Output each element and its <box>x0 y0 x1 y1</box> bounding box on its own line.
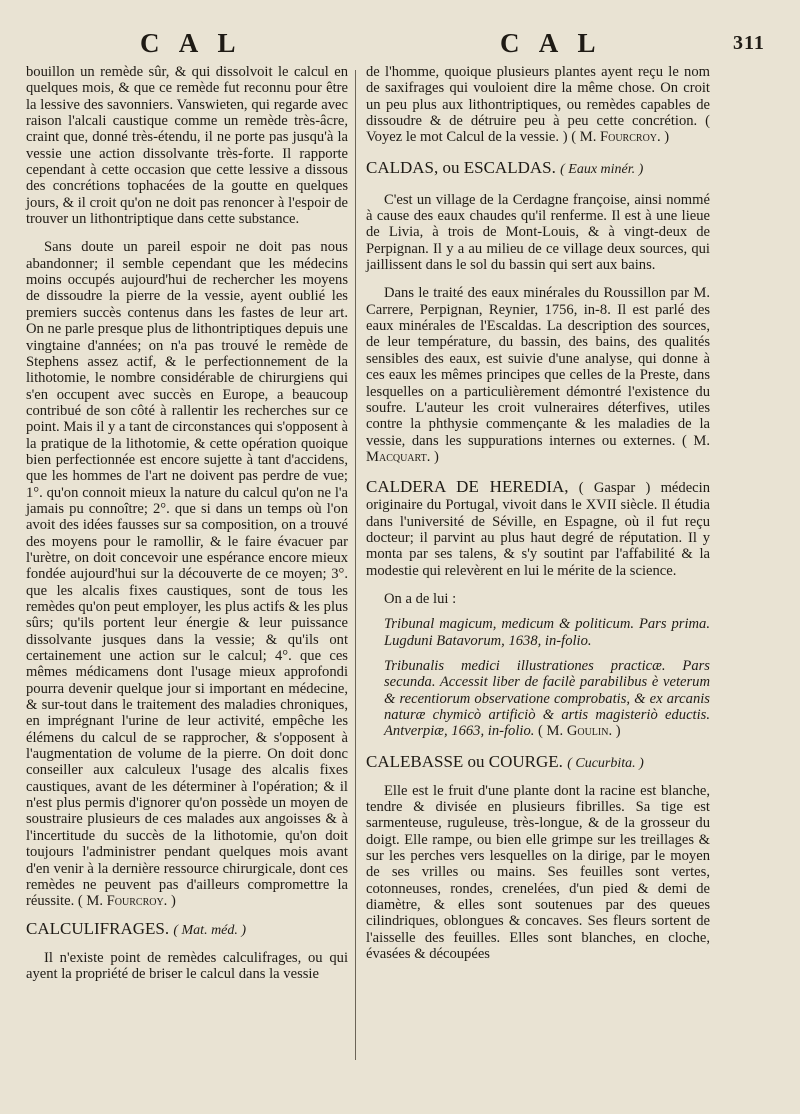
running-head-right: C A L <box>500 28 603 58</box>
author-signature: ( M. Macquart. ) <box>366 432 710 465</box>
heading-text: CALCULIFRAGES. <box>26 918 170 938</box>
citation-tribunal-magicum: Tribunal magicum, medicum & politicum. Pars prima. Lugduni Batavorum, 1638, in-folio. <box>384 616 710 649</box>
entry-heading-calebasse <box>366 752 710 774</box>
paragraph-calculifrages: Il n'existe point de remèdes calculifrages, ou qui ayent la propriété de briser le calcul dans la vessie <box>26 949 348 982</box>
paragraph-lithotomy <box>26 239 348 909</box>
paragraph-caldas-treatise <box>366 285 710 465</box>
paragraph-caldas-treatise-text: Dans le traité des eaux minérales du Roussillon par M. Carrere, Perpignan, Reynier, 1756, in-8. Il est parlé des eaux minérales de l'Escaldas. La description des sources, de leur température, du bassin, des bains, des qualités sensibles des eaux, est suivie d'une analyse, qui donne à ces eaux les mêmes principes que celles de la Preste, dans lesquelles on a particulièrement démontré l'existence du soufre. L'auteur les croit vulneraires déterfives, utiles contre la phthysie commençante & les maladies de la vessie, dans les suppurations internes ou externes. <box>366 285 710 449</box>
heading-text: CALEBASSE ou COURGE. <box>366 751 563 771</box>
paragraph-caldas-village: C'est un village de la Cerdagne françoise, ainsi nommé à cause des eaux chaudes qu'il renferme. Il est à une lieue de Livia, à trois de Mont-Louis, & à vingt-deux de Perpignan. Il y a au milieu de ce village deux sources, qui jaillissent dans le sol du bassin qui sert aux bains. <box>366 191 710 274</box>
paragraph-alkali-lye: bouillon un remède sûr, & qui dissolvoit le calcul en quelques mois, & que ce remède fut reconnu pour être la lessive des savonniers. Vanswieten, qui regarde avec raison l'alcali caustique comme un remède très-âcre, craint que, donné très-étendu, il ne porte pas jusqu'à la vessie une action dissolvante très-forte. Il rapporte cependant à cette occasion que cette lessive a dissous des concrétions tophacées de la goutte en quelques jours, & il croit qu'on ne doit pas renoncer à l'espoir de trouver un lithontriptique dans cette substance. <box>26 64 348 228</box>
entry-caldera <box>366 477 710 579</box>
heading-tag: ( Eaux minér. ) <box>560 161 644 177</box>
citation-tribunalis-medici <box>366 658 710 740</box>
right-column <box>366 64 710 962</box>
entry-heading-calculifrages <box>26 919 348 941</box>
running-head-left: C A L <box>140 28 243 58</box>
heading-text: CALDAS, ou ESCALDAS. <box>366 157 556 177</box>
paragraph-caldera: ( Gaspar ) médecin originaire du Portugal, vivoit dans le XVII siècle. Il étudia dans l'université de Séville, en Espagne, où il fut reçu docteur; il parvint au plus haut degré de réputation. Il y monta par ses talens, & s'y soutint par l'affabilité & la modestie qui relevèrent en lui le mérite de la science. <box>366 480 710 579</box>
paragraph-calebasse: Elle est le fruit d'une plante dont la racine est blanche, tendre & divisée en plusieurs fibrilles. Sa tige est sarmenteuse, ruguleuse, très-longue, & de la grosseur du doigt. Elle rampe, ou bien elle grimpe sur les treillages & sur les perches vers lesquelles on la dirige, par le moyen de ses vrilles ou mains. Ses feuilles sont vertes, cotonneuses, rondes, crenelées, d'un pied & demi de diamètre, & elles sont soutenues par des queues cilindriques, oblongues & concaves. Ses fleurs sortent de l'aisselle des feuilles. Elles sont blanches, en cloche, évasées & découpées <box>366 782 710 963</box>
page-number: 311 <box>733 32 765 54</box>
left-column <box>26 64 348 982</box>
paragraph-lithotomy-text: Sans doute un pareil espoir ne doit pas nous abandonner; il semble cependant que les médecins moins occupés aujourd'hui de rechercher les moyens de dissoudre la pierre de la vessie, ayent oublié les premiers succès contenus dans les fastes de leur art. On ne parle presque plus de lithontriptiques depuis une vingtaine d'années; on n'a pas trouvé le remède de Stephens assez actif, & le perfectionnement de la lithotomie, le nombre considérable de chirurgiens qui s'en occupent avec succès en Europe, a beaucoup contribué de son côté à rallentir les recherches sur ce point. Mais il y a tant de circonstances qui s'opposent à la pratique de la lithotomie, & cette opération quoique bien perfectionnée est encore sujette à tant d'accidens, que les hommes de l'art ne doivent pas perdre de vue; 1°. qu'on connoit mieux la nature du calcul qu'on ne l'a jamais pu connoître; 2°. que si dans un temps où l'on avoit des idées fausses sur sa composition, on a trouvé des moyens pour le ramollir, & le faire évacuer par l'urètre, on doit concevoir une espérance encore mieux fondée aujourd'hui sur la découverte de ce moyen; 3°. que les alcalis fixes caustiques, sont de tous les remèdes qu'on peut employer, les plus actifs & les plus sûrs; qu'ils portent leur énergie & leur puissance dissolvante jusques dans la vessie; & qu'ils ont certainement une action sur le calcul; 4°. que ces mêmes médicamens dont l'usage mieux approfondi pourra devenir quelque jour si important en médecine, & sur-tout dans le traitement des maladies chroniques, en imprégnant l'urine de leur activité, empêche les élémens du calcul de se rapprocher, & s'opposent à l'augmentation de volume de la pierre. On doit donc conseiller aux calculeux l'usage des alcalis fixes caustiques, avant de les déterminer à l'opération; & il n'est plus permis d'ignorer qu'on possède un moyen de soustraire plusieurs de ces malades aux angoisses & à l'incertitude du succès de la lithotomie, qu'on doit toujours l'administrer pendant quelques mois avant d'en venir à la dernière ressource chirurgicale, dont ces remèdes ne peuvent pas d'ailleurs compromettre la réussite. <box>26 239 348 910</box>
entry-heading-caldas <box>366 158 710 180</box>
paragraph-saxifrages-text: de l'homme, quoique plusieurs plantes ayent reçu le nom de saxifrages qui vouloient dire la même chose. On croit un peu plus aux lithontriptiques, ou remèdes capables de dissoudre & de détruire peu à peu cette concrétion. ( Voyez le mot Calcul de la vessie. ) <box>366 64 710 146</box>
heading-tag: ( Mat. méd. ) <box>173 922 247 938</box>
author-signature: ( M. Fourcroy. ) <box>77 893 176 910</box>
heading-tag: ( Cucurbita. ) <box>567 755 644 771</box>
paragraph-saxifrages <box>366 64 710 146</box>
column-divider <box>355 70 356 1060</box>
author-signature: ( M. Fourcroy. ) <box>571 129 670 146</box>
citation-tribunalis-medici-text: Tribunalis medici illustrationes practicæ. Pars secunda. Accessit liber de facilè parabilibus è veterum & recentiorum observatione comprobatis, & ex arcanis naturæ chymicò artificiò & artis magisteriò eductis. Antverpiæ, 1663, in-folio. <box>384 657 710 740</box>
entry-heading-caldera: CALDERA DE HEREDIA, <box>366 477 569 497</box>
author-signature: ( M. Goulin. ) <box>538 723 621 740</box>
works-intro: On a de lui : <box>384 590 457 607</box>
